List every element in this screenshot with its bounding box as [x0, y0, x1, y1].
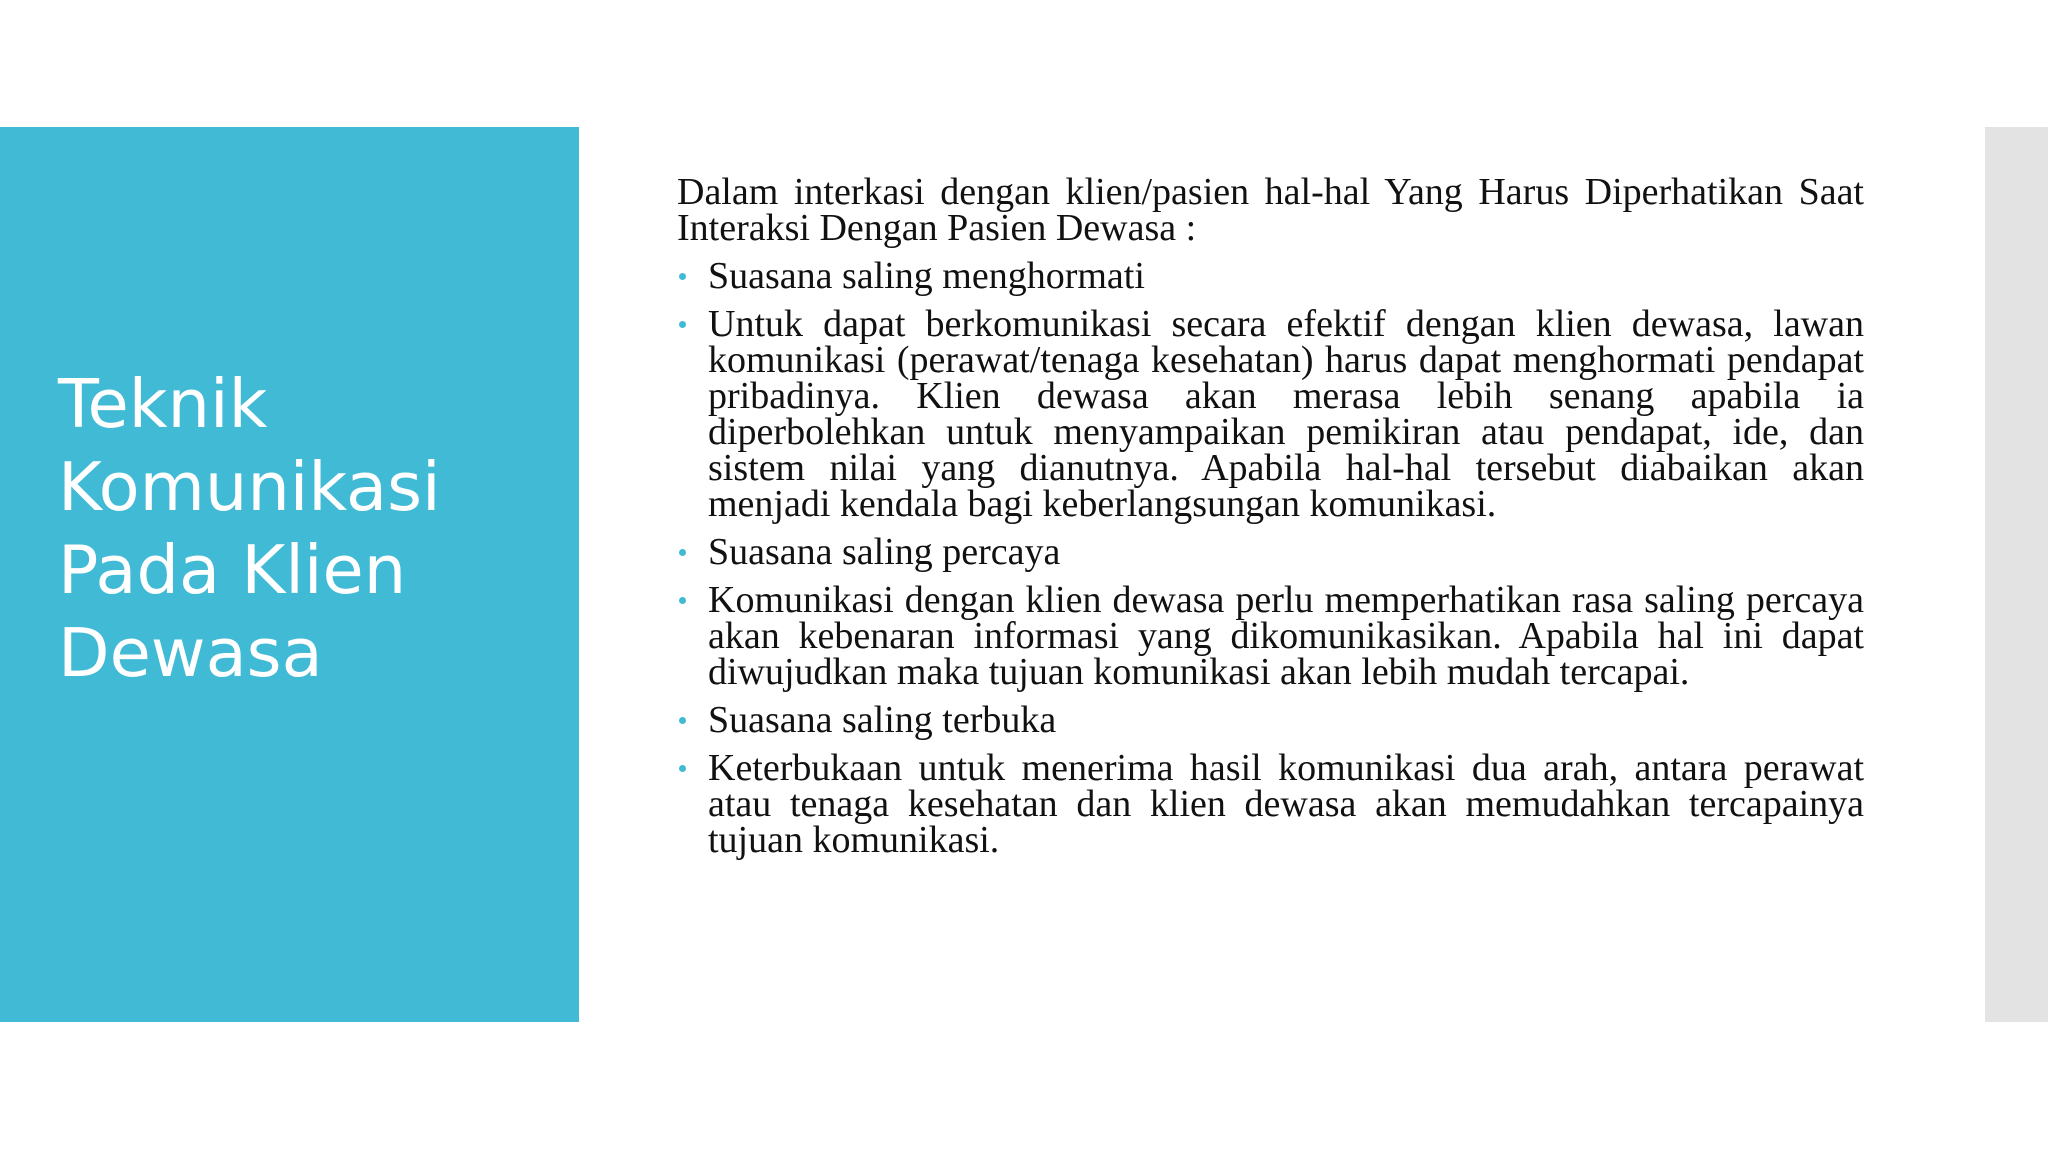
bullet-dot-icon	[679, 321, 686, 328]
right-side-bar	[1985, 127, 2048, 1022]
bullet-item	[677, 699, 1864, 741]
bullet-dot-icon	[679, 549, 686, 556]
bullet-item	[677, 303, 1864, 525]
bullet-text: Suasana saling percaya	[708, 531, 1061, 573]
bullet-dot-icon	[679, 597, 686, 604]
bullet-text: Suasana saling menghormati	[708, 255, 1145, 297]
bullet-list	[677, 255, 1864, 861]
slide-title: Teknik Komunikasi Pada Klien Dewasa	[58, 365, 441, 692]
bullet-text: Untuk dapat berkomunikasi secara efektif dengan klien dewasa, lawan komunikasi (perawat/tenaga kesehatan) harus dapat menghormati pendapat pribadinya. Klien dewasa akan merasa lebih senang apabila ia diperbolehkan untuk menyampaikan pemikiran atau pendapat, ide, dan sistem nilai yang dianutnya. Apabila hal-hal tersebut diabaikan akan menjadi kendala bagi keberlangsungan komunikasi.	[708, 303, 1864, 525]
bullet-item	[677, 255, 1864, 297]
intro-paragraph: Dalam interkasi dengan klien/pasien hal-hal Yang Harus Diperhatikan Saat Interaksi Dengan Pasien Dewasa :	[677, 171, 1864, 249]
bullet-item	[677, 579, 1864, 693]
content-area	[677, 171, 1864, 870]
bullet-dot-icon	[679, 717, 686, 724]
bullet-text: Suasana saling terbuka	[708, 699, 1057, 741]
bullet-text: Keterbukaan untuk menerima hasil komunikasi dua arah, antara perawat atau tenaga kesehatan dan klien dewasa akan memudahkan tercapainya tujuan komunikasi.	[708, 747, 1864, 861]
bullet-item	[677, 531, 1864, 573]
bullet-dot-icon	[679, 273, 686, 280]
bullet-item	[677, 747, 1864, 861]
bullet-dot-icon	[679, 765, 686, 772]
bullet-text: Komunikasi dengan klien dewasa perlu memperhatikan rasa saling percaya akan kebenaran informasi yang dikomunikasikan. Apabila hal ini dapat diwujudkan maka tujuan komunikasi akan lebih mudah tercapai.	[708, 579, 1864, 693]
